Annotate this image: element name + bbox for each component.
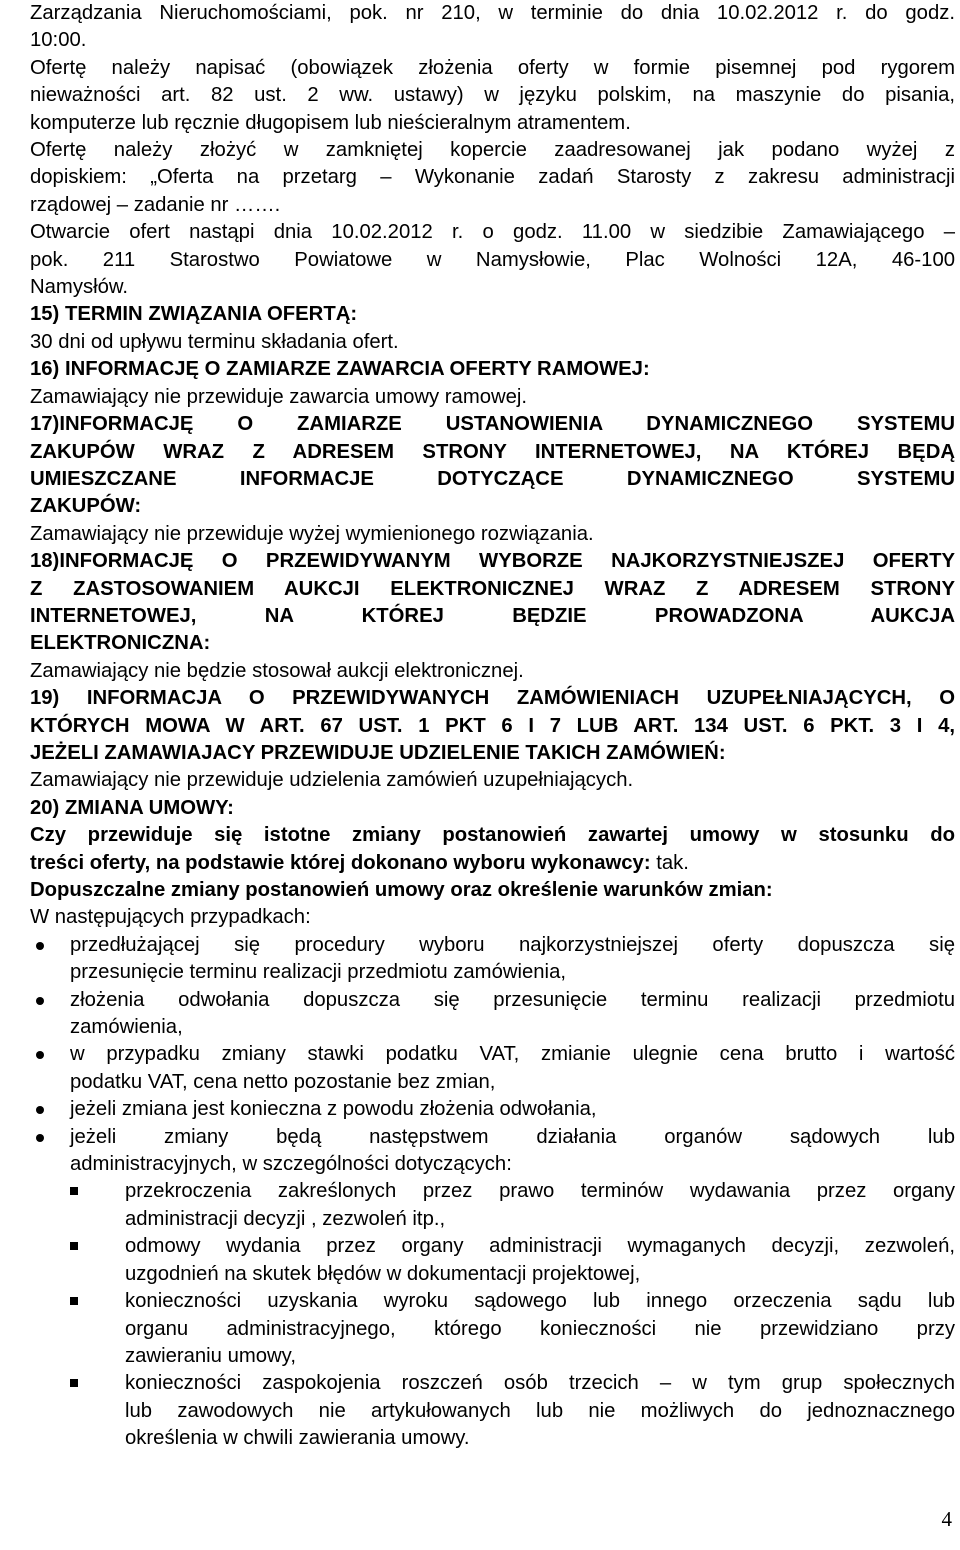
section-text: Zamawiający nie przewiduje zawarcia umowy ramowej. [30,385,528,408]
list-item-line: administracji decyzji , zezwoleń itp., [125,1207,446,1230]
list-item-line: konieczności zaspokojenia roszczeń osób trzecich – w tym grup społecznych [125,1372,955,1395]
section-heading: Z ZASTOSOWANIEM AUKCJI ELEKTRONICZNEJ WRAZ Z ADRESEM STRONY [30,577,955,600]
text-line: Namysłów. [30,276,129,299]
section-text: Zamawiający nie przewiduje udzielenia zamówień uzupełniających. [30,769,634,792]
section-text: Zamawiający nie przewiduje wyżej wymienionego rozwiązania. [30,522,594,545]
section-heading: ZAKUPÓW: [30,495,142,518]
section-heading: 17)INFORMACJĘ O ZAMIARZE USTANOWIENIA DYNAMICZNEGO SYSTEMU [30,413,955,436]
list-item-line: zamówienia, [70,1016,183,1039]
section-question: Czy przewiduje się istotne zmiany postanowień zawartej umowy w stosunku do [30,824,955,847]
section-heading: 18)INFORMACJĘ O PRZEWIDYWANYM WYBORZE NAJKORZYSTNIEJSZEJ OFERTY [30,550,955,573]
list-item-line: określenia w chwili zawierania umowy. [125,1427,470,1450]
square-bullet-icon [70,1242,78,1250]
text-line: Zarządzania Nieruchomościami, pok. nr 210, w terminie do dnia 10.02.2012 r. do godz. [30,2,955,24]
list-item-line: organu administracyjnego, którego konieczności nie przewidziano przy [125,1317,955,1340]
list-item-line: przesunięcie terminu realizacji przedmiotu zamówienia, [70,961,566,984]
list-item-line: złożenia odwołania dopuszcza się przesunięcie terminu realizacji przedmiotu [70,988,955,1011]
sub-list-item [30,1233,955,1288]
section-text: W następujących przypadkach: [30,906,311,929]
question-answer: tak. [650,851,689,874]
section-text: Zamawiający nie będzie stosował aukcji elektronicznej. [30,659,524,682]
square-bullet-icon [70,1297,78,1305]
list-item-line: przekroczenia zakreślonych przez prawo terminów wydawania przez organy [125,1180,955,1203]
list-item [30,1096,955,1123]
section-heading: 19) INFORMACJA O PRZEWIDYWANYCH ZAMÓWIENIACH UZUPEŁNIAJĄCYCH, O [30,687,955,710]
section-subheading: Dopuszczalne zmiany postanowień umowy oraz określenie warunków zmian: [30,879,773,901]
section-heading: 15) TERMIN ZWIĄZANIA OFERTĄ: [30,303,358,326]
text-line: pok. 211 Starostwo Powiatowe w Namysłowie, Plac Wolności 12A, 46-100 [30,248,955,271]
list-item-line: administracyjnych, w szczególności dotyczących: [70,1153,512,1176]
text-line: Ofertę należy napisać (obowiązek złożenia oferty w formie pisemnej pod rygorem [30,56,955,79]
text-line: dopiskiem: „Oferta na przetarg – Wykonanie zadań Starosty z zakresu administracji [30,166,955,189]
section-text: 30 dni od upływu terminu składania ofert. [30,330,399,353]
sub-list-item [30,1370,955,1452]
section-heading: KTÓRYCH MOWA W ART. 67 UST. 1 PKT 6 I 7 LUB ART. 134 UST. 6 PKT. 3 I 4, [30,714,955,737]
list-item-line: konieczności uzyskania wyroku sądowego lub innego orzeczenia sądu lub [125,1290,955,1313]
section-heading: JEŻELI ZAMAWIAJACY PRZEWIDUJE UDZIELENIE TAKICH ZAMÓWIEŃ: [30,741,726,764]
list-item-line: w przypadku zmiany stawki podatku VAT, zmianie ulegnie cena brutto i wartość [70,1043,955,1066]
list-item-line: jeżeli zmiany będą następstwem działania organów sądowych lub [70,1125,955,1148]
list-item-line: podatku VAT, cena netto pozostanie bez zmian, [70,1070,496,1093]
list-item [30,1124,955,1179]
list-item-line: odmowy wydania przez organy administracji wymaganych decyzji, zezwoleń, [125,1235,955,1258]
bullet-icon [36,997,44,1005]
sub-bullet-list [30,1178,955,1452]
text-line: Otwarcie ofert nastąpi dnia 10.02.2012 r. o godz. 11.00 w siedzibie Zamawiającego – [30,221,955,244]
list-item-line: jeżeli zmiana jest konieczna z powodu złożenia odwołania, [70,1098,597,1121]
bullet-icon [36,1106,44,1114]
text-line: 10:00. [30,29,87,52]
list-item [30,987,955,1042]
sub-list-item [30,1178,955,1233]
list-item-line: uzgodnień na skutek błędów w dokumentacji projektowej, [125,1262,641,1285]
bullet-icon [36,1134,44,1142]
section-heading: 20) ZMIANA UMOWY: [30,796,234,819]
text-line: nieważności art. 82 ust. 2 ww. ustawy) w języku polskim, na maszynie do pisania, [30,84,955,107]
document-page [30,0,955,1453]
list-item [30,1041,955,1096]
section-heading: UMIESZCZANE INFORMACJE DOTYCZĄCE DYNAMICZNEGO SYSTEMU [30,467,955,490]
bullet-list [30,932,955,1179]
question-text: treści oferty, na podstawie której dokonano wyboru wykonawcy: [30,851,651,874]
section-heading: ZAKUPÓW WRAZ Z ADRESEM STRONY INTERNETOWEJ, NA KTÓREJ BĘDĄ [30,440,955,463]
bullet-icon [36,942,44,950]
section-question [30,850,955,877]
text-line: rządowej – zadanie nr ……. [30,193,281,216]
text-line: Ofertę należy złożyć w zamkniętej kopercie zaadresowanej jak podano wyżej z [30,139,955,162]
section-heading: 16) INFORMACJĘ O ZAMIARZE ZAWARCIA OFERTY RAMOWEJ: [30,358,650,381]
bullet-icon [36,1051,44,1059]
list-item-line: zawieraniu umowy, [125,1344,296,1367]
text-line: komputerze lub ręcznie długopisem lub nieścieralnym atramentem. [30,111,631,134]
page-number: 4 [941,1507,952,1531]
square-bullet-icon [70,1187,78,1195]
list-item-line: lub zawodowych nie artykułowanych lub nie możliwych do jednoznacznego [125,1399,955,1422]
sub-list-item [30,1288,955,1370]
list-item [30,932,955,987]
section-heading: ELEKTRONICZNA: [30,632,211,655]
list-item-line: przedłużającej się procedury wyboru najkorzystniejszej oferty dopuszcza się [70,933,955,956]
section-heading: INTERNETOWEJ, NA KTÓREJ BĘDZIE PROWADZONA AUKCJA [30,604,955,627]
square-bullet-icon [70,1379,78,1387]
